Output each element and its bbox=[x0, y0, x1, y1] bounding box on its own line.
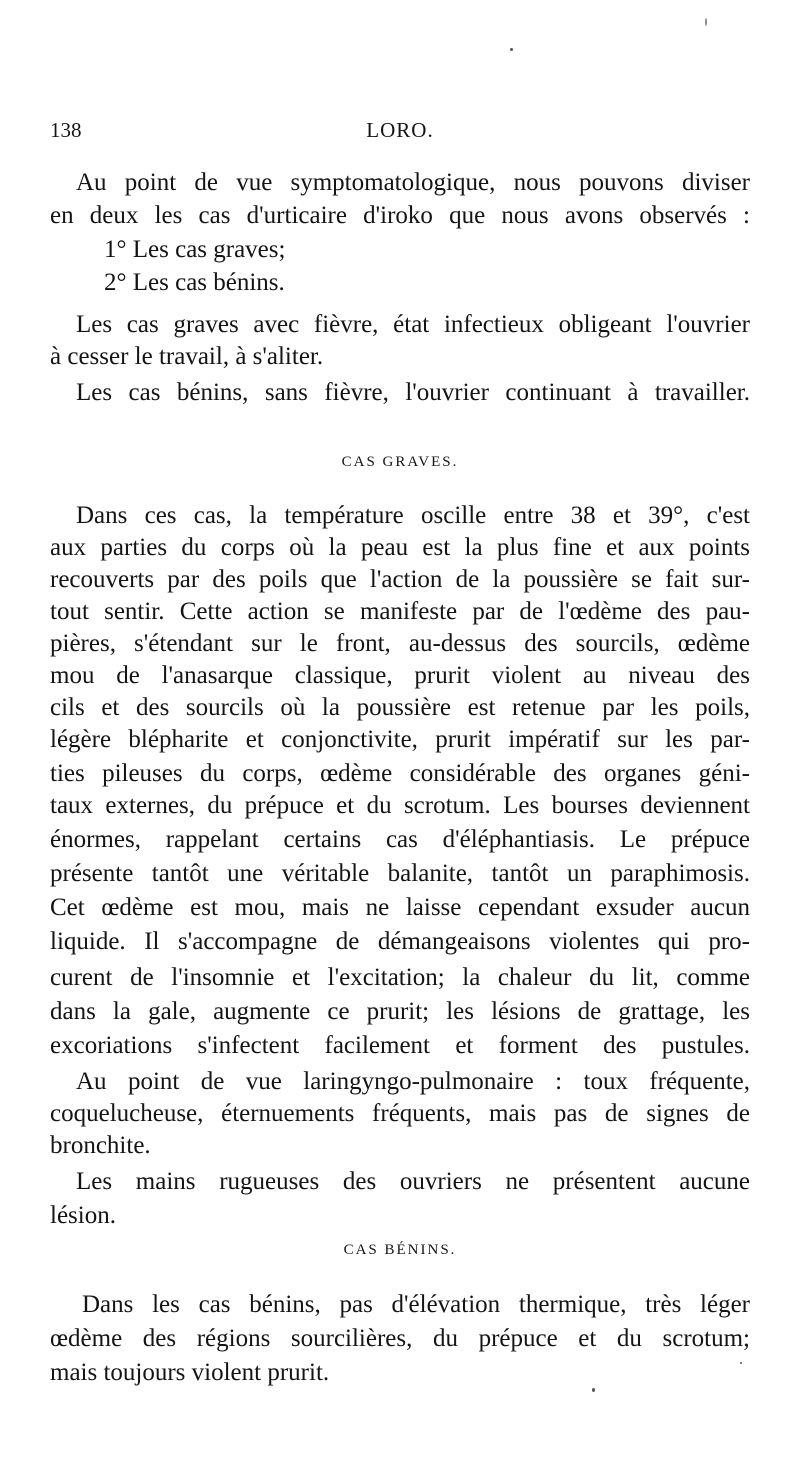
scan-speck bbox=[510, 48, 513, 51]
text-line: recouverts par des poils que l'action de la poussière se fait sur- bbox=[50, 566, 750, 593]
text-line: Les cas bénins, sans fièvre, l'ouvrier continuant à travailler. bbox=[76, 379, 750, 406]
running-title: LORO. bbox=[366, 118, 434, 142]
text-line: Les mains rugueuses des ouvriers ne présentent aucune bbox=[76, 1168, 750, 1195]
text-line: liquide. Il s'accompagne de démangeaisons violentes qui pro- bbox=[50, 928, 750, 955]
text-line: excoriations s'infectent facilement et forment des pustules. bbox=[50, 1032, 750, 1059]
list-item: 1° Les cas graves; bbox=[104, 236, 286, 263]
page-header bbox=[50, 118, 750, 148]
text-line: pières, s'étendant sur le front, au-dessus des sourcils, œdème bbox=[50, 630, 750, 657]
text-line: aux parties du corps où la peau est la plus fine et aux points bbox=[50, 534, 750, 561]
text-line: à cesser le travail, à s'aliter. bbox=[50, 343, 324, 370]
text-line: énormes, rappelant certains cas d'éléphantiasis. Le prépuce bbox=[50, 826, 750, 853]
text-line: taux externes, du prépuce et du scrotum. Les bourses deviennent bbox=[50, 792, 750, 819]
text-line: légère blépharite et conjonctivite, prurit impératif sur les par- bbox=[50, 726, 750, 753]
text-line: bronchite. bbox=[50, 1132, 151, 1159]
section-heading-benins: CAS BÉNINS. bbox=[343, 1242, 457, 1258]
text-line: Dans les cas bénins, pas d'élévation thermique, très léger bbox=[82, 1291, 750, 1318]
text-line: œdème des régions sourcilières, du prépuce et du scrotum; bbox=[50, 1325, 750, 1352]
text-line: Dans ces cas, la température oscille entre 38 et 39°, c'est bbox=[76, 502, 750, 529]
scan-speck bbox=[705, 18, 707, 26]
text-line: présente tantôt une véritable balanite, tantôt un paraphimosis. bbox=[50, 860, 750, 887]
text-line: ties pileuses du corps, œdème considérable des organes géni- bbox=[50, 760, 750, 787]
scan-speck bbox=[740, 1362, 742, 1364]
section-heading-graves: CAS GRAVES. bbox=[341, 454, 459, 470]
text-line: cils et des sourcils où la poussière est retenue par les poils, bbox=[50, 694, 750, 721]
text-line: coquelucheuse, éternuements fréquents, mais pas de signes de bbox=[50, 1100, 750, 1127]
text-line: lésion. bbox=[50, 1202, 116, 1229]
text-line: tout sentir. Cette action se manifeste par de l'œdème des pau- bbox=[50, 598, 750, 625]
text-line: mou de l'anasarque classique, prurit violent au niveau des bbox=[50, 662, 750, 689]
text-line: dans la gale, augmente ce prurit; les lésions de grattage, les bbox=[50, 998, 750, 1025]
text-line: en deux les cas d'urticaire d'iroko que nous avons observés : bbox=[50, 202, 750, 229]
list-item: 2° Les cas bénins. bbox=[104, 269, 285, 296]
text-line: mais toujours violent prurit. bbox=[50, 1359, 330, 1386]
text-line: Les cas graves avec fièvre, état infectieux obligeant l'ouvrier bbox=[76, 311, 750, 338]
page-number: 138 bbox=[50, 118, 82, 142]
text-line: Cet œdème est mou, mais ne laisse cependant exsuder aucun bbox=[50, 894, 750, 921]
text-line: curent de l'insomnie et l'excitation; la chaleur du lit, comme bbox=[50, 964, 750, 991]
text-line: Au point de vue laringyngo-pulmonaire : toux fréquente, bbox=[76, 1068, 750, 1095]
scan-speck bbox=[592, 1388, 595, 1392]
text-line: Au point de vue symptomatologique, nous pouvons diviser bbox=[76, 169, 750, 196]
